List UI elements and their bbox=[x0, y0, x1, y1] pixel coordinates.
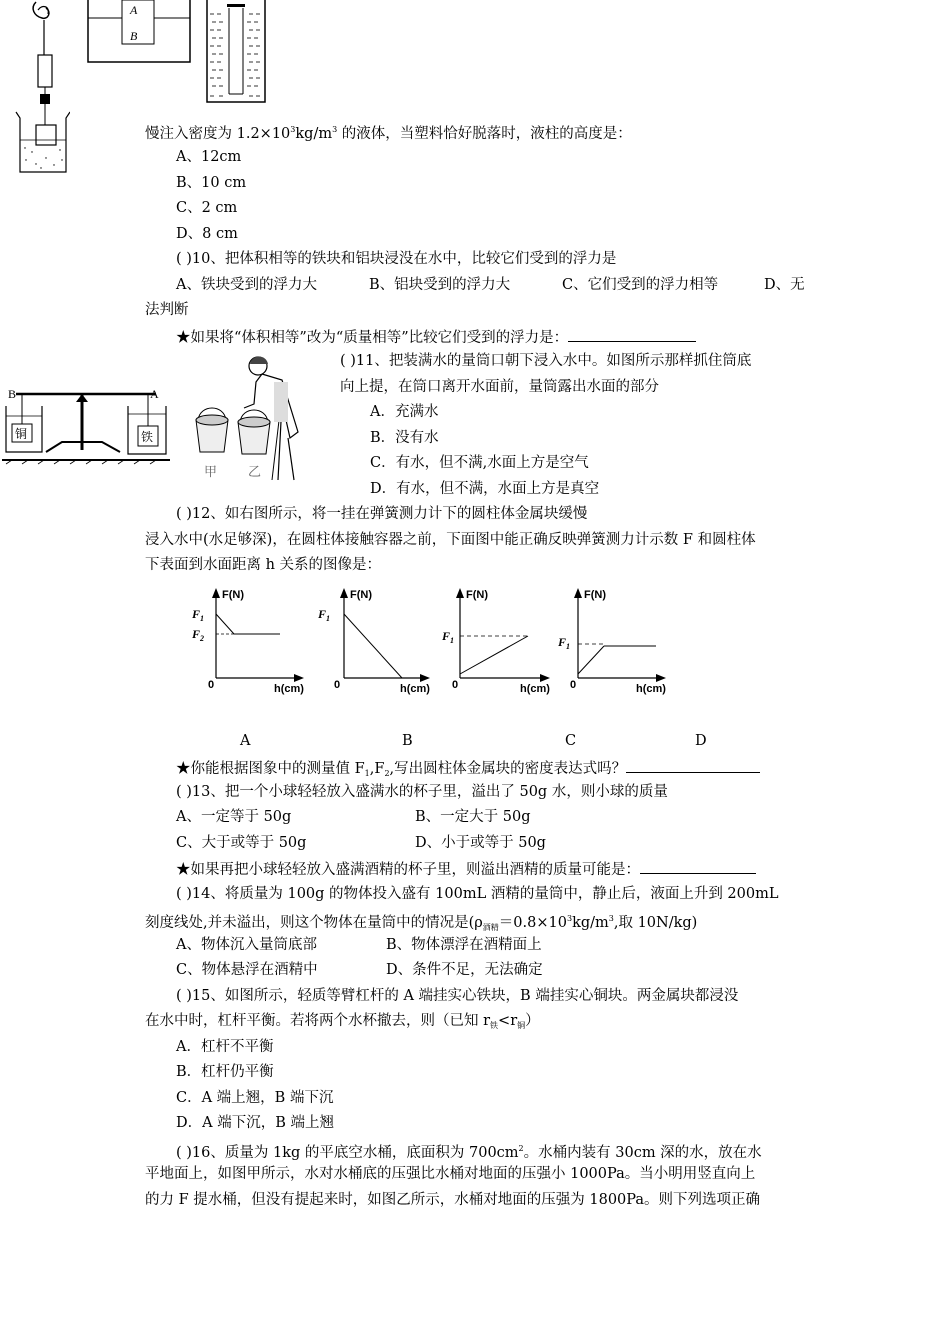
graph-b-xlabel: h(cm) bbox=[400, 683, 430, 695]
graph-d bbox=[556, 586, 678, 696]
lever-figure bbox=[2, 380, 170, 466]
q11-option-b: B．没有水 bbox=[370, 430, 439, 446]
q9-stem: 慢注入密度为 $1.2\times 10^3kg/m^3$ 的液体，当塑料恰好脱落时，液柱的高度是： bbox=[145, 125, 632, 142]
container-ab-figure bbox=[86, 0, 194, 66]
q11-option-c: C．有水，但不满,水面上方是空气 bbox=[370, 455, 589, 471]
graph-d-xlabel: h(cm) bbox=[636, 683, 666, 695]
q14-option-d: D、条件不足，无法确定 bbox=[386, 962, 543, 978]
q15-stem-2: 在水中时，杠杆平衡。若将两个水杯撤去，则（已知 $r_铁<r_铜$） bbox=[145, 1013, 540, 1030]
q16-line-1: ( )16、质量为 1kg 的平底空水桶，底面积为 $700cm^2$。水桶内装有 30cm 深的水，放在水 bbox=[176, 1144, 762, 1161]
q12-stem-2: 浸入水中(水足够深)，在圆柱体接触容器之前，下面图中能正确反映弹簧测力计示数 F 和圆柱体 bbox=[145, 532, 756, 548]
q11-stem-1: ( )11、把装满水的量筒口朝下浸入水中。如图所示那样抓住筒底 bbox=[340, 353, 752, 369]
graph-c-origin: 0 bbox=[452, 679, 459, 691]
graph-b-ylabel: F(N) bbox=[350, 589, 372, 601]
q15-stem-1: ( )15、如图所示，轻质等臂杠杆的 A 端挂实心铁块，B 端挂实心铜块。两金属块都浸没 bbox=[176, 988, 739, 1004]
q13-option-d: D、小于或等于 50g bbox=[415, 835, 546, 851]
answer-blank[interactable] bbox=[568, 327, 696, 342]
q14-option-a: A、物体沉入量筒底部 bbox=[176, 937, 317, 953]
graph-a-xlabel: h(cm) bbox=[274, 683, 304, 695]
graph-d-f1: $F_1$ bbox=[558, 635, 571, 651]
graph-c bbox=[438, 586, 560, 696]
graph-choice-a: A bbox=[240, 733, 251, 749]
q12-stem-3: 下表面到水面距离 h 关系的图像是： bbox=[145, 557, 382, 573]
q13-stem: ( )13、把一个小球轻轻放入盛满水的杯子里，溢出了 50g 水，则小球的质量 bbox=[176, 784, 668, 800]
q15-option-a: A．杠杆不平衡 bbox=[176, 1039, 274, 1055]
spring-scale-figure bbox=[8, 0, 70, 178]
q14-stem-1: ( )14、将质量为 100g 的物体投入盛有 100mL 酒精的量筒中，静止后，液面上升到 200mL bbox=[176, 886, 779, 902]
q16-line-3: 的力 F 提水桶，但没有提起来时，如图乙所示，水桶对地面的压强为 1800Pa。则下列选项正确 bbox=[145, 1192, 761, 1208]
graph-d-ylabel: F(N) bbox=[584, 589, 606, 601]
q13-option-a: A、一定等于 50g bbox=[176, 809, 292, 825]
q9-option-c: C、2 cm bbox=[176, 200, 238, 216]
water-tube-figure bbox=[205, 0, 267, 104]
graph-a-origin: 0 bbox=[208, 679, 215, 691]
q10-option-a: A、铁块受到的浮力大 bbox=[176, 277, 317, 293]
label-a: A bbox=[130, 3, 138, 17]
q10-option-d-cont: 法判断 bbox=[145, 302, 189, 318]
answer-blank[interactable] bbox=[640, 859, 756, 874]
graph-a bbox=[190, 586, 312, 696]
q9-option-a: A、12cm bbox=[176, 149, 242, 165]
q10-option-c: C、它们受到的浮力相等 bbox=[562, 277, 719, 293]
graph-choice-d: D bbox=[695, 733, 707, 749]
graph-c-f1: $F_1$ bbox=[442, 629, 455, 645]
lever-label-a: A bbox=[150, 387, 159, 401]
q14-option-b: B、物体漂浮在酒精面上 bbox=[386, 937, 542, 953]
graph-choice-b: B bbox=[402, 733, 413, 749]
q12-star: ★你能根据图象中的测量值 $F_1,F_2$,写出圆柱体金属块的密度表达式吗？ bbox=[176, 758, 760, 783]
graph-a-f1: $F_1$ bbox=[192, 607, 205, 623]
graph-c-ylabel: F(N) bbox=[466, 589, 488, 601]
q10-stem: ( )10、把体积相等的铁块和铝块浸没在水中，比较它们受到的浮力是 bbox=[176, 251, 617, 267]
label-b: B bbox=[130, 29, 138, 43]
graph-choice-c: C bbox=[565, 733, 577, 749]
answer-blank[interactable] bbox=[626, 758, 760, 773]
q9-option-b: B、10 cm bbox=[176, 175, 247, 191]
q11-option-a: A．充满水 bbox=[370, 404, 439, 420]
q15-option-b: B．杠杆仍平衡 bbox=[176, 1064, 274, 1080]
graph-a-ylabel: F(N) bbox=[222, 589, 244, 601]
q13-option-c: C、大于或等于 50g bbox=[176, 835, 307, 851]
lever-label-iron: 铁 bbox=[141, 430, 154, 444]
q15-option-d: D．A 端下沉，B 端上翘 bbox=[176, 1115, 334, 1131]
graph-b-f1: $F_1$ bbox=[318, 607, 331, 623]
graph-c-xlabel: h(cm) bbox=[520, 683, 550, 695]
buckets-figure bbox=[190, 352, 340, 484]
q10-option-b: B、铝块受到的浮力大 bbox=[369, 277, 511, 293]
lever-label-b: B bbox=[8, 387, 17, 401]
graph-d-origin: 0 bbox=[570, 679, 577, 691]
graph-b bbox=[314, 586, 436, 696]
q9-option-d: D、8 cm bbox=[176, 226, 238, 242]
bucket-label-jia: 甲 bbox=[204, 465, 218, 480]
q10-star: ★如果将“体积相等”改为“质量相等”比较它们受到的浮力是： bbox=[176, 327, 696, 347]
q10-option-d: D、无 bbox=[764, 277, 805, 293]
bucket-label-yi: 乙 bbox=[248, 465, 262, 480]
lever-label-copper: 铜 bbox=[15, 427, 28, 441]
q14-stem-2: 刻度线处,并未溢出，则这个物体在量筒中的情况是($\rho_{酒精}=0.8\times 10^3kg/m^3$,取 10N/kg) bbox=[145, 914, 698, 932]
q16-line-2: 平地面上，如图甲所示，水对水桶底的压强比水桶对地面的压强小 1000Pa。当小明用竖直向上 bbox=[145, 1166, 756, 1182]
graph-b-origin: 0 bbox=[334, 679, 341, 691]
q15-option-c: C．A 端上翘，B 端下沉 bbox=[176, 1090, 334, 1106]
graph-a-f2: $F_2$ bbox=[192, 627, 205, 643]
q13-option-b: B、一定大于 50g bbox=[415, 809, 531, 825]
q12-stem-1: ( )12、如右图所示，将一挂在弹簧测力计下的圆柱体金属块缓慢 bbox=[176, 506, 588, 522]
q14-option-c: C、物体悬浮在酒精中 bbox=[176, 962, 318, 978]
q11-stem-2: 向上提，在筒口离开水面前，量筒露出水面的部分 bbox=[340, 379, 659, 395]
q13-star: ★如果再把小球轻轻放入盛满酒精的杯子里，则溢出酒精的质量可能是： bbox=[176, 859, 756, 879]
q11-option-d: D．有水，但不满，水面上方是真空 bbox=[370, 481, 600, 497]
